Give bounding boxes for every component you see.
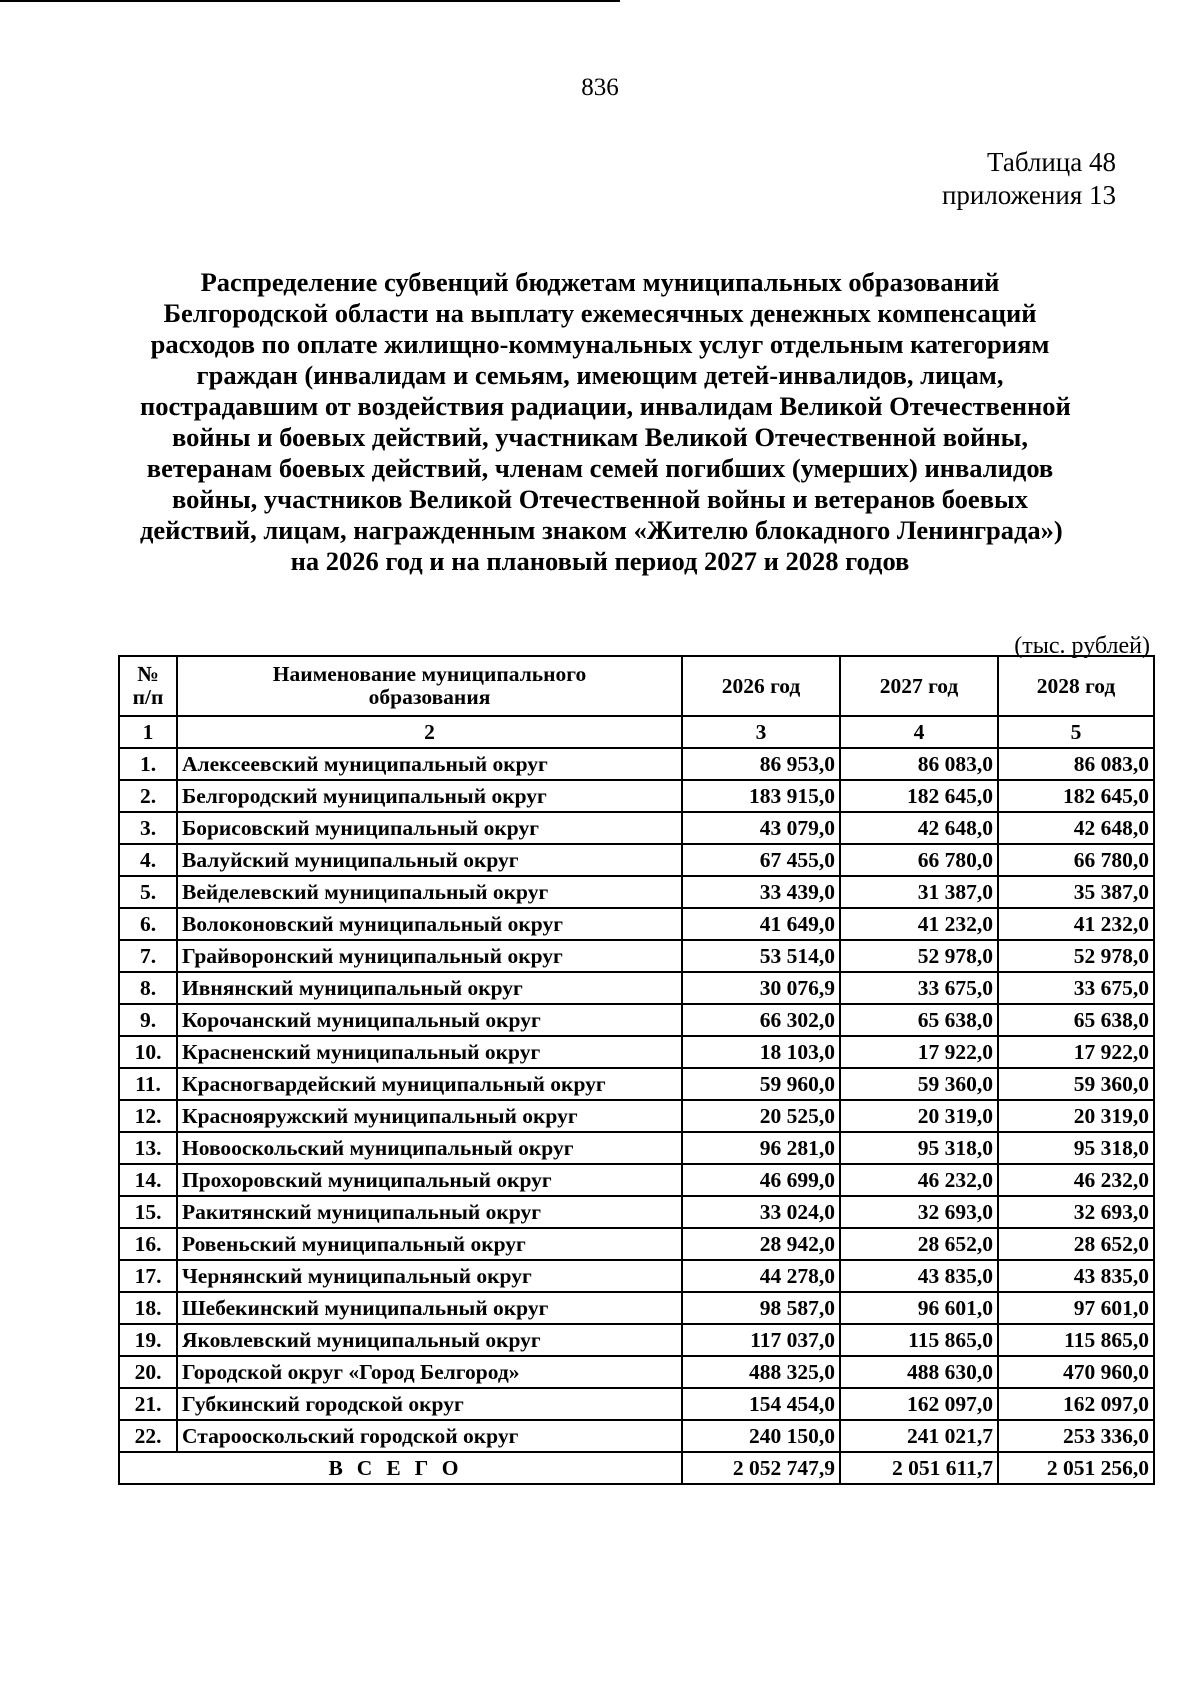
table-row — [119, 844, 1154, 876]
municipality-name: Корочанский муниципальный округ — [177, 1004, 682, 1036]
value-2027: 52 978,0 — [840, 940, 998, 972]
header-name — [177, 656, 682, 716]
header-number — [119, 656, 177, 716]
value-2028: 253 336,0 — [998, 1420, 1154, 1452]
value-2028: 115 865,0 — [998, 1324, 1154, 1356]
value-2027: 96 601,0 — [840, 1292, 998, 1324]
title-line: граждан (инвалидам и семьям, имеющим детей-инвалидов, лицам, — [196, 360, 1004, 390]
table-row — [119, 1036, 1154, 1068]
column-number: 2 — [177, 716, 682, 748]
value-2026: 30 076,9 — [682, 972, 840, 1004]
row-number: 21. — [119, 1388, 177, 1420]
table-row — [119, 1420, 1154, 1452]
column-number-row — [119, 716, 1154, 748]
municipality-name: Волоконовский муниципальный округ — [177, 908, 682, 940]
value-2027: 182 645,0 — [840, 780, 998, 812]
row-number: 4. — [119, 844, 177, 876]
value-2028: 35 387,0 — [998, 876, 1154, 908]
value-2027: 46 232,0 — [840, 1164, 998, 1196]
value-2026: 488 325,0 — [682, 1356, 840, 1388]
value-2026: 18 103,0 — [682, 1036, 840, 1068]
title-line: расходов по оплате жилищно-коммунальных услуг отдельным категориям — [150, 329, 1050, 359]
table-row — [119, 748, 1154, 780]
top-rule — [0, 0, 620, 2]
municipality-name: Чернянский муниципальный округ — [177, 1260, 682, 1292]
value-2027: 488 630,0 — [840, 1356, 998, 1388]
title-line: войны, участников Великой Отечественной войны и ветеранов боевых — [172, 484, 1028, 514]
column-number: 4 — [840, 716, 998, 748]
header-2026: 2026 год — [682, 656, 840, 716]
value-2028: 20 319,0 — [998, 1100, 1154, 1132]
municipality-name: Грайворонский муниципальный округ — [177, 940, 682, 972]
value-2028: 470 960,0 — [998, 1356, 1154, 1388]
row-number: 19. — [119, 1324, 177, 1356]
row-number: 11. — [119, 1068, 177, 1100]
value-2026: 67 455,0 — [682, 844, 840, 876]
row-number: 20. — [119, 1356, 177, 1388]
value-2028: 32 693,0 — [998, 1196, 1154, 1228]
header-2028: 2028 год — [998, 656, 1154, 716]
value-2027: 95 318,0 — [840, 1132, 998, 1164]
value-2027: 33 675,0 — [840, 972, 998, 1004]
value-2026: 66 302,0 — [682, 1004, 840, 1036]
municipality-name: Красненский муниципальный округ — [177, 1036, 682, 1068]
value-2026: 41 649,0 — [682, 908, 840, 940]
value-2027: 20 319,0 — [840, 1100, 998, 1132]
value-2027: 66 780,0 — [840, 844, 998, 876]
value-2028: 95 318,0 — [998, 1132, 1154, 1164]
value-2027: 43 835,0 — [840, 1260, 998, 1292]
municipality-name: Старооскольский городской округ — [177, 1420, 682, 1452]
value-2028: 59 360,0 — [998, 1068, 1154, 1100]
value-2027: 59 360,0 — [840, 1068, 998, 1100]
title-line: на 2026 год и на плановый период 2027 и 2028 годов — [290, 546, 910, 576]
value-2027: 28 652,0 — [840, 1228, 998, 1260]
table-reference — [942, 146, 1116, 212]
value-2027: 241 021,7 — [840, 1420, 998, 1452]
table-row — [119, 1068, 1154, 1100]
municipality-name: Губкинский городской округ — [177, 1388, 682, 1420]
row-number: 2. — [119, 780, 177, 812]
value-2028: 42 648,0 — [998, 812, 1154, 844]
row-number: 18. — [119, 1292, 177, 1324]
column-number: 1 — [119, 716, 177, 748]
total-2028: 2 051 256,0 — [998, 1452, 1154, 1484]
value-2028: 182 645,0 — [998, 780, 1154, 812]
table-row — [119, 1324, 1154, 1356]
value-2028: 66 780,0 — [998, 844, 1154, 876]
value-2027: 42 648,0 — [840, 812, 998, 844]
table-row — [119, 1132, 1154, 1164]
value-2026: 183 915,0 — [682, 780, 840, 812]
value-2026: 117 037,0 — [682, 1324, 840, 1356]
table-row — [119, 1228, 1154, 1260]
title-line: пострадавшим от воздействия радиации, инвалидам Великой Отечественной — [140, 391, 1071, 421]
value-2026: 28 942,0 — [682, 1228, 840, 1260]
row-number: 13. — [119, 1132, 177, 1164]
municipality-name: Прохоровский муниципальный округ — [177, 1164, 682, 1196]
table-row — [119, 1004, 1154, 1036]
value-2026: 20 525,0 — [682, 1100, 840, 1132]
table-reference-line1: Таблица 48 — [987, 147, 1116, 177]
column-number: 3 — [682, 716, 840, 748]
subvention-table — [118, 655, 1155, 1485]
value-2026: 43 079,0 — [682, 812, 840, 844]
value-2027: 17 922,0 — [840, 1036, 998, 1068]
value-2026: 96 281,0 — [682, 1132, 840, 1164]
title-line: ветеранам боевых действий, членам семей погибших (умерших) инвалидов — [146, 453, 1054, 483]
value-2027: 162 097,0 — [840, 1388, 998, 1420]
table-row — [119, 780, 1154, 812]
row-number: 12. — [119, 1100, 177, 1132]
value-2028: 46 232,0 — [998, 1164, 1154, 1196]
title-line: войны и боевых действий, участникам Великой Отечественной войны, — [172, 422, 1028, 452]
value-2026: 33 024,0 — [682, 1196, 840, 1228]
municipality-name: Городской округ «Город Белгород» — [177, 1356, 682, 1388]
value-2027: 31 387,0 — [840, 876, 998, 908]
table-row — [119, 1100, 1154, 1132]
table-row — [119, 1260, 1154, 1292]
total-label: ВСЕГО — [119, 1452, 682, 1484]
header-row — [119, 656, 1154, 716]
header-number-line1: № — [137, 662, 159, 686]
table-reference-line2: приложения 13 — [941, 180, 1116, 210]
value-2027: 32 693,0 — [840, 1196, 998, 1228]
value-2028: 97 601,0 — [998, 1292, 1154, 1324]
row-number: 3. — [119, 812, 177, 844]
municipality-name: Краснояружский муниципальный округ — [177, 1100, 682, 1132]
value-2028: 41 232,0 — [998, 908, 1154, 940]
value-2026: 46 699,0 — [682, 1164, 840, 1196]
page-number: 836 — [581, 74, 619, 101]
table-row — [119, 812, 1154, 844]
value-2027: 65 638,0 — [840, 1004, 998, 1036]
title-line: действий, лицам, награжденным знаком «Жителю блокадного Ленинграда») — [140, 515, 1063, 545]
row-number: 10. — [119, 1036, 177, 1068]
row-number: 1. — [119, 748, 177, 780]
value-2028: 43 835,0 — [998, 1260, 1154, 1292]
municipality-name: Белгородский муниципальный округ — [177, 780, 682, 812]
row-number: 8. — [119, 972, 177, 1004]
total-2026: 2 052 747,9 — [682, 1452, 840, 1484]
value-2026: 98 587,0 — [682, 1292, 840, 1324]
value-2028: 65 638,0 — [998, 1004, 1154, 1036]
table-row — [119, 1196, 1154, 1228]
value-2028: 28 652,0 — [998, 1228, 1154, 1260]
units-label: (тыс. рублей) — [1014, 633, 1150, 659]
municipality-name: Ивнянский муниципальный округ — [177, 972, 682, 1004]
table-row — [119, 1388, 1154, 1420]
municipality-name: Вейделевский муниципальный округ — [177, 876, 682, 908]
title-line: Белгородской области на выплату ежемесячных денежных компенсаций — [163, 298, 1037, 328]
municipality-name: Борисовский муниципальный округ — [177, 812, 682, 844]
total-row — [119, 1452, 1154, 1484]
table-row — [119, 972, 1154, 1004]
header-2027: 2027 год — [840, 656, 998, 716]
table-row — [119, 1356, 1154, 1388]
municipality-name: Алексеевский муниципальный округ — [177, 748, 682, 780]
value-2027: 41 232,0 — [840, 908, 998, 940]
value-2028: 52 978,0 — [998, 940, 1154, 972]
value-2027: 115 865,0 — [840, 1324, 998, 1356]
table-row — [119, 876, 1154, 908]
header-name-line2: образования — [368, 685, 491, 709]
row-number: 16. — [119, 1228, 177, 1260]
row-number: 7. — [119, 940, 177, 972]
value-2026: 59 960,0 — [682, 1068, 840, 1100]
municipality-name: Новооскольский муниципальный округ — [177, 1132, 682, 1164]
row-number: 22. — [119, 1420, 177, 1452]
value-2026: 33 439,0 — [682, 876, 840, 908]
row-number: 5. — [119, 876, 177, 908]
table-row — [119, 908, 1154, 940]
municipality-name: Красногвардейский муниципальный округ — [177, 1068, 682, 1100]
municipality-name: Шебекинский муниципальный округ — [177, 1292, 682, 1324]
municipality-name: Ракитянский муниципальный округ — [177, 1196, 682, 1228]
municipality-name: Ровеньский муниципальный округ — [177, 1228, 682, 1260]
value-2026: 44 278,0 — [682, 1260, 840, 1292]
total-2027: 2 051 611,7 — [840, 1452, 998, 1484]
value-2026: 154 454,0 — [682, 1388, 840, 1420]
value-2028: 162 097,0 — [998, 1388, 1154, 1420]
value-2028: 33 675,0 — [998, 972, 1154, 1004]
value-2028: 86 083,0 — [998, 748, 1154, 780]
row-number: 9. — [119, 1004, 177, 1036]
municipality-name: Валуйский муниципальный округ — [177, 844, 682, 876]
value-2026: 240 150,0 — [682, 1420, 840, 1452]
municipality-name: Яковлевский муниципальный округ — [177, 1324, 682, 1356]
row-number: 6. — [119, 908, 177, 940]
value-2026: 86 953,0 — [682, 748, 840, 780]
header-name-line1: Наименование муниципального — [272, 662, 587, 686]
row-number: 14. — [119, 1164, 177, 1196]
table-row — [119, 1292, 1154, 1324]
value-2026: 53 514,0 — [682, 940, 840, 972]
table-row — [119, 940, 1154, 972]
row-number: 15. — [119, 1196, 177, 1228]
title-line: Распределение субвенций бюджетам муниципальных образований — [200, 267, 1000, 297]
value-2027: 86 083,0 — [840, 748, 998, 780]
table-row — [119, 1164, 1154, 1196]
document-title — [140, 267, 1071, 577]
header-number-line2: п/п — [132, 685, 164, 709]
value-2028: 17 922,0 — [998, 1036, 1154, 1068]
column-number: 5 — [998, 716, 1154, 748]
row-number: 17. — [119, 1260, 177, 1292]
